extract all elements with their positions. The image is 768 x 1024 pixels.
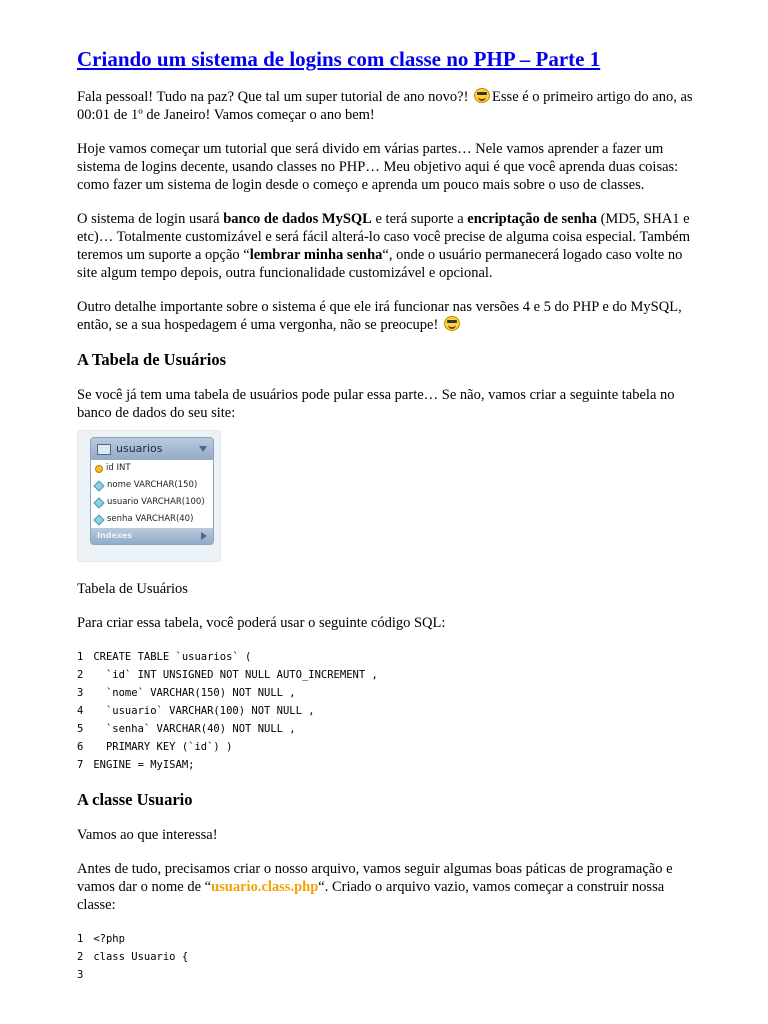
intro-text-2: Esse é o primeiro artigo do ano, as 00:01 de 1º de Janeiro! Vamos começar o ano bem! <box>77 89 693 123</box>
code-line <box>77 966 697 984</box>
section-heading-table: A Tabela de Usuários <box>77 350 226 369</box>
er-column-label: usuario VARCHAR(100) <box>107 497 205 507</box>
er-column-row <box>91 511 213 528</box>
line-number: 3 <box>77 969 84 981</box>
code-line <box>77 648 697 666</box>
code-text: CREATE TABLE `usuarios` ( <box>93 651 252 663</box>
line-number: 1 <box>77 651 84 663</box>
diamond-icon <box>93 497 104 508</box>
paragraph-file <box>77 860 697 914</box>
intro-paragraph <box>77 88 697 124</box>
bold-text: lembrar minha senha <box>249 247 383 263</box>
code-text: `id` INT UNSIGNED NOT NULL AUTO_INCREMENT , <box>93 669 378 681</box>
diamond-icon <box>93 514 104 525</box>
code-line <box>77 948 697 966</box>
line-number: 7 <box>77 759 84 771</box>
table-icon <box>97 444 111 455</box>
paragraph-table-intro: Se você já tem uma tabela de usuários pode pular essa parte… Se não, vamos criar a seguinte tabela no banco de dados do seu site: <box>77 387 675 421</box>
line-number: 1 <box>77 933 84 945</box>
intro-text-1: Fala pessoal! Tudo na paz? Que tal um super tutorial de ano novo?! <box>77 89 473 105</box>
code-text: `usuario` VARCHAR(100) NOT NULL , <box>93 705 315 717</box>
line-number: 2 <box>77 951 84 963</box>
line-number: 3 <box>77 687 84 699</box>
er-table <box>90 437 214 545</box>
text: “, onde o usuário permanecerá logado caso volte no site algum tempo depois, outra funcionalidade customizável e opcional. <box>77 247 683 281</box>
code-line <box>77 738 697 756</box>
text: Outro detalhe importante sobre o sistema é que ele irá funcionar nas versões 4 e 5 do PHP e do MySQL, então, se a sua hospedagem é uma vergonha, não se preocupe! <box>77 299 682 333</box>
paragraph-tutorial: Hoje vamos começar um tutorial que será divido em várias partes… Nele vamos aprender a fazer um sistema de logins decente, usando classes no PHP… Meu objetivo aqui é que você aprenda duas coisas: como fazer um sistema de login desde o começo e aprenda um pouco mais sobre o uso de classes. <box>77 141 679 193</box>
er-column-label: id INT <box>106 463 131 473</box>
paragraph-interest: Vamos ao que interessa! <box>77 827 218 843</box>
er-column-row <box>91 494 213 511</box>
php-code-block <box>77 930 697 984</box>
line-number: 2 <box>77 669 84 681</box>
smiley-icon <box>444 316 460 331</box>
line-number: 4 <box>77 705 84 717</box>
paragraph-versions <box>77 298 697 334</box>
text: Antes de tudo, precisamos criar o nosso arquivo, vamos seguir algumas boas páticas de programação e vamos dar o nome de “ <box>77 861 673 895</box>
bold-text: banco de dados MySQL <box>223 211 372 227</box>
paragraph-features <box>77 210 697 282</box>
er-diagram-image <box>77 430 221 562</box>
er-column-row <box>91 477 213 494</box>
key-icon <box>95 465 103 473</box>
er-column-row <box>91 460 213 477</box>
code-text: class Usuario { <box>93 951 189 963</box>
er-column-label: senha VARCHAR(40) <box>107 514 194 524</box>
line-number: 5 <box>77 723 84 735</box>
article-title-link[interactable]: Criando um sistema de logins com classe no PHP – Parte 1 <box>77 47 601 71</box>
code-line <box>77 702 697 720</box>
paragraph-sql-intro: Para criar essa tabela, você poderá usar o seguinte código SQL: <box>77 615 446 631</box>
code-line <box>77 756 697 774</box>
expand-arrow-icon <box>201 532 207 540</box>
code-text: <?php <box>93 933 125 945</box>
er-column-label: nome VARCHAR(150) <box>107 480 198 490</box>
er-footer-label: Indexes <box>97 531 133 540</box>
code-text: PRIMARY KEY (`id`) ) <box>93 741 233 753</box>
er-indexes-footer <box>91 528 213 544</box>
code-line <box>77 666 697 684</box>
code-text: ENGINE = MyISAM; <box>93 759 195 771</box>
code-text: `senha` VARCHAR(40) NOT NULL , <box>93 723 296 735</box>
diamond-icon <box>93 480 104 491</box>
sql-code-block <box>77 648 697 774</box>
code-line <box>77 720 697 738</box>
text: O sistema de login usará <box>77 211 224 227</box>
section-heading-class: A classe Usuario <box>77 790 193 809</box>
dropdown-arrow-icon <box>199 446 207 452</box>
er-table-name: usuarios <box>116 442 163 455</box>
code-text: `nome` VARCHAR(150) NOT NULL , <box>93 687 296 699</box>
filename-highlight: usuario.class.php <box>211 879 319 895</box>
text: (MD5, SHA1 e etc)… Totalmente customizável e será fácil alterá-lo caso você precise de alguma coisa especial. Também teremos um suporte a opção “ <box>77 211 691 263</box>
smiley-icon <box>474 88 490 103</box>
code-line <box>77 930 697 948</box>
figure-caption: Tabela de Usuários <box>77 581 188 597</box>
text: e terá suporte a <box>371 211 468 227</box>
bold-text: encriptação de senha <box>467 211 597 227</box>
line-number: 6 <box>77 741 84 753</box>
code-line <box>77 684 697 702</box>
er-table-header <box>91 438 213 460</box>
article <box>77 46 697 1000</box>
text: “. Criado o arquivo vazio, vamos começar a construir nossa classe: <box>77 879 665 913</box>
